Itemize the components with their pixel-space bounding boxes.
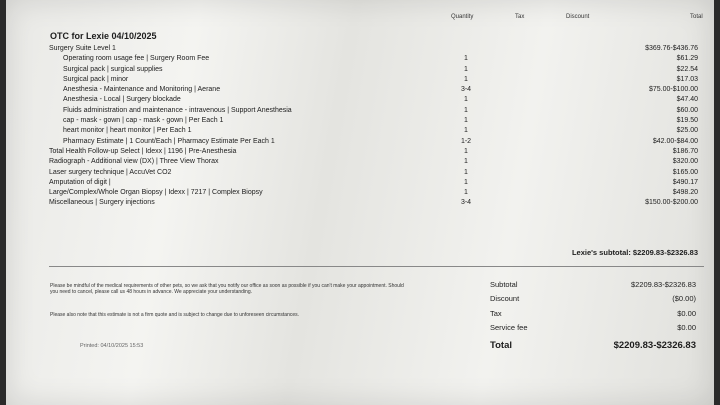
line-item-description: Anesthesia - Local | Surgery blockade bbox=[63, 96, 181, 104]
line-item-description: Surgical pack | minor bbox=[63, 75, 129, 83]
line-item-quantity: 1 bbox=[464, 65, 468, 73]
line-item-row bbox=[6, 157, 714, 167]
line-item-description: Total Health Follow-up Select | Idexx | 1196 | Pre-Anesthesia bbox=[49, 147, 237, 155]
line-item-total: $490.17 bbox=[672, 178, 698, 186]
line-item-row bbox=[6, 54, 714, 64]
line-item-description: Anesthesia - Maintenance and Monitoring | Aerane bbox=[63, 86, 221, 94]
line-item-row bbox=[6, 168, 714, 178]
line-item-total: $19.50 bbox=[676, 117, 698, 125]
line-items bbox=[6, 44, 714, 209]
line-item-row bbox=[6, 126, 714, 136]
line-item-row bbox=[6, 137, 714, 147]
line-item-quantity: 1 bbox=[464, 55, 468, 63]
line-item-total: $47.40 bbox=[676, 96, 698, 104]
line-item-description: Laser surgery technique | AccuVet CO2 bbox=[49, 168, 172, 176]
line-item-row bbox=[6, 116, 714, 126]
line-item-description: Surgery Suite Level 1 bbox=[49, 45, 116, 52]
line-item-row bbox=[6, 106, 714, 116]
line-item-total: $369.76-$436.76 bbox=[645, 45, 698, 52]
line-item-description: Amputation of digit | bbox=[49, 178, 111, 186]
line-item-description: Large/Complex/Whole Organ Biopsy | Idexx | 7217 | Complex Biopsy bbox=[49, 189, 263, 197]
line-item-total: $150.00-$200.00 bbox=[645, 199, 698, 207]
total-label: Total bbox=[490, 340, 512, 351]
printed-timestamp: Printed: 04/10/2025 15:53 bbox=[80, 343, 144, 349]
estimate-paper bbox=[6, 0, 714, 405]
column-header-total: Total bbox=[690, 14, 703, 20]
line-item-quantity: 1 bbox=[464, 158, 468, 166]
line-item-row bbox=[6, 147, 714, 157]
line-item-total: $60.00 bbox=[676, 106, 698, 114]
summary-value: $2209.83-$2326.83 bbox=[630, 280, 696, 289]
line-item-row bbox=[6, 178, 714, 188]
line-item-quantity: 1 bbox=[464, 117, 468, 125]
estimate-disclaimer: Please also note that this estimate is not a firm quote and is subject to change due to unforeseen circumstances. bbox=[50, 312, 300, 318]
line-item-description: cap - mask - gown | cap - mask - gown | Per Each 1 bbox=[63, 117, 224, 125]
line-item-quantity: 1 bbox=[464, 189, 468, 197]
column-header-tax: Tax bbox=[515, 14, 525, 20]
line-item-quantity: 1 bbox=[464, 106, 468, 114]
line-item-total: $22.54 bbox=[676, 65, 698, 73]
line-item-quantity: 1 bbox=[464, 147, 468, 155]
line-item-quantity: 1-2 bbox=[460, 137, 472, 145]
line-item-description: Pharmacy Estimate | 1 Count/Each | Pharmacy Estimate Per Each 1 bbox=[63, 137, 275, 145]
line-item-row bbox=[6, 188, 714, 198]
line-item-total: $320.00 bbox=[672, 158, 698, 166]
line-item-total: $17.03 bbox=[676, 75, 698, 83]
divider bbox=[49, 266, 704, 267]
summary-value: ($0.00) bbox=[672, 294, 696, 303]
line-item-quantity: 3-4 bbox=[460, 86, 472, 94]
line-item-quantity: 3-4 bbox=[460, 199, 472, 207]
line-item-row bbox=[6, 44, 714, 54]
line-item-description: Miscellaneous | Surgery injections bbox=[49, 199, 155, 207]
line-item-quantity: 1 bbox=[464, 75, 468, 83]
line-item-row bbox=[6, 198, 714, 208]
line-item-description: Operating room usage fee | Surgery Room Fee bbox=[63, 55, 210, 63]
line-item-quantity: 1 bbox=[464, 127, 468, 135]
column-header-quantity: Quantity bbox=[451, 14, 474, 20]
patient-subtotal: Lexie's subtotal: $2209.83-$2326.83 bbox=[571, 248, 698, 257]
line-item-total: $75.00-$100.00 bbox=[648, 86, 698, 94]
line-item-description: Radiograph - Additional view (DX) | Three View Thorax bbox=[49, 158, 219, 166]
summary-label: Discount bbox=[490, 294, 520, 303]
line-item-quantity: 1 bbox=[464, 96, 468, 104]
line-item-row bbox=[6, 85, 714, 95]
estimate-title: OTC for Lexie 04/10/2025 bbox=[50, 31, 157, 41]
line-item-total: $498.20 bbox=[672, 189, 698, 197]
line-item-row bbox=[6, 65, 714, 75]
summary-discount bbox=[490, 294, 710, 306]
summary-label: Subtotal bbox=[490, 280, 518, 289]
column-header-discount: Discount bbox=[566, 14, 590, 20]
line-item-total: $42.00-$84.00 bbox=[652, 137, 698, 145]
line-item-total: $25.00 bbox=[676, 127, 698, 135]
total-value: $2209.83-$2326.83 bbox=[613, 340, 696, 351]
summary-tax bbox=[490, 309, 710, 321]
line-item-quantity: 1 bbox=[464, 168, 468, 176]
line-item-description: Fluids administration and maintenance - intravenous | Support Anesthesia bbox=[63, 106, 292, 114]
summary-value: $0.00 bbox=[677, 309, 696, 318]
line-item-row bbox=[6, 75, 714, 85]
summary-label: Service fee bbox=[490, 323, 528, 332]
summary-value: $0.00 bbox=[677, 323, 696, 332]
line-item-total: $186.70 bbox=[672, 147, 698, 155]
summary-subtotal bbox=[490, 280, 710, 292]
cancellation-note: Please be mindful of the medical requirements of other pets, so we ask that you notify our office as soon as possible if you can't make your appointment. Should you need to cancel, please call us 48 hours in advance. We appreciate your understanding. bbox=[50, 283, 404, 295]
line-item-total: $61.29 bbox=[676, 55, 698, 63]
summary-service-fee bbox=[490, 323, 710, 335]
line-item-row bbox=[6, 95, 714, 105]
summary-label: Tax bbox=[490, 309, 502, 318]
line-item-description: heart monitor | heart monitor | Per Each 1 bbox=[63, 127, 192, 135]
line-item-quantity: 1 bbox=[464, 178, 468, 186]
line-item-total: $165.00 bbox=[672, 168, 698, 176]
summary-total bbox=[490, 340, 710, 352]
line-item-description: Surgical pack | surgical supplies bbox=[63, 65, 163, 73]
